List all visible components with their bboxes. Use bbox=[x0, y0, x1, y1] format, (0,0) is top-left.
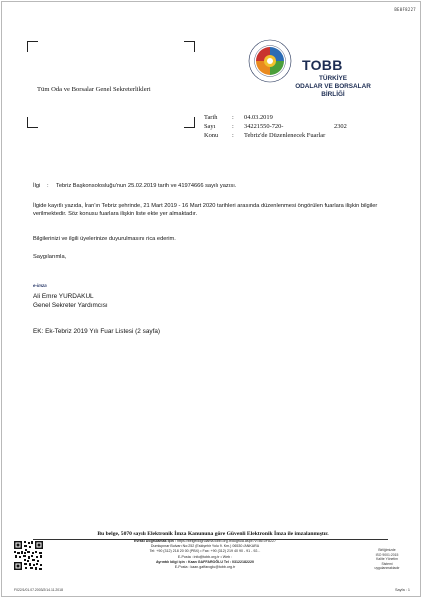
attachment-line: EK: Ek-Tebriz 2019 Yılı Fuar Listesi (2 sayfa) bbox=[33, 328, 161, 335]
cert-line-1: Birliğimizde bbox=[378, 548, 396, 552]
footer-title: Bu belge, 5070 sayılı Elektronik İmza Kanununa göre Güvenli Elektronik İmza ile imzalanmıştır. bbox=[97, 531, 329, 537]
reference-line bbox=[33, 182, 393, 190]
reference-separator: : bbox=[47, 183, 49, 189]
footer-info bbox=[90, 539, 320, 570]
document-id: BE0F8227 bbox=[394, 7, 416, 12]
corner-mark-bottom-left bbox=[27, 117, 38, 128]
meta-date-label: Tarih bbox=[204, 114, 218, 121]
cert-line-3: Kalite Yönetim bbox=[376, 557, 398, 562]
footer-address: Dumlupınar Bulvarı No:252 (Eskişehir Yolu 9. Km.) 06530 /ANKARA bbox=[150, 544, 260, 549]
meta-separator: : bbox=[232, 132, 234, 139]
meta-separator: : bbox=[232, 123, 234, 130]
meta-separator: : bbox=[232, 114, 234, 121]
footer-contact-email[interactable]: E-Posta : kaan.gaffaroglu@tobb.org.tr bbox=[174, 565, 236, 570]
tobb-logo bbox=[247, 38, 293, 84]
qr-code-icon bbox=[13, 540, 44, 571]
logo-subtitle-line-2: ODALAR VE BORSALAR bbox=[295, 83, 371, 90]
reference-label: İlgi bbox=[33, 183, 41, 189]
meta-block bbox=[204, 113, 394, 143]
form-code: F022/1/01.07.2003/2/14.11.2018 bbox=[14, 588, 63, 592]
meta-date-row bbox=[204, 113, 394, 122]
footer-phone: Tel: +90 (312) 218 20 00 (PBX) • Fax: +90 (312) 219 40 90 - 91 - 92... bbox=[149, 549, 261, 554]
meta-number-value: 34221550-720- bbox=[244, 123, 284, 130]
cert-line-4: Sistemi bbox=[381, 561, 393, 566]
iso-certificate-note bbox=[365, 548, 409, 571]
closing: Saygılarımla, bbox=[33, 254, 67, 260]
footer-verify-label: Evrakı Doğrulamak İçin : bbox=[134, 539, 176, 543]
recipient: Tüm Oda ve Borsalar Genel Sekreterlikleri bbox=[37, 86, 151, 93]
footer-email-web[interactable]: E-Posta : info@tobb.org.tr • Web : bbox=[177, 554, 233, 559]
tobb-emblem-icon bbox=[247, 38, 293, 84]
meta-number-label: Sayı bbox=[204, 123, 216, 130]
meta-subject-label: Konu bbox=[204, 132, 219, 139]
signer-name: Ali Emre YURDAKUL bbox=[33, 293, 94, 300]
logo-subtitle-line-3: BİRLİĞİ bbox=[321, 91, 345, 98]
corner-mark-top-right bbox=[184, 41, 195, 52]
e-signature-mark: e-imza bbox=[33, 283, 47, 288]
corner-mark-top-left bbox=[27, 41, 38, 52]
meta-number-row bbox=[204, 122, 394, 131]
cert-line-2: ISO 9001:2015 bbox=[375, 552, 399, 557]
signer-title: Genel Sekreter Yardımcısı bbox=[33, 302, 108, 309]
qr-code-graphic bbox=[13, 540, 44, 571]
logo-subtitle-line-1: TÜRKİYE bbox=[318, 75, 348, 82]
meta-date-value: 04.03.2019 bbox=[244, 114, 273, 121]
logo-title: TOBB bbox=[302, 57, 343, 73]
meta-subject-row bbox=[204, 131, 394, 140]
corner-mark-bottom-right bbox=[184, 117, 195, 128]
page-number: Sayfa : 1 bbox=[395, 588, 410, 592]
footer-verify-url[interactable]: https://belgedogrulama.tobb.org.tr/dogrula.aspx?V=BE0F8227 bbox=[176, 539, 276, 543]
footer-contact-info: Ayrıntılı bilgi için : Kaan GAFFAROĞLU Tel : 03122182220 bbox=[155, 559, 255, 564]
paragraph-2: Bilgilerinizi ve ilgili üyelerinize duyurulmasını rica ederim. bbox=[33, 236, 176, 242]
meta-subject-value: Tebriz'de Düzenlenecek Fuarlar bbox=[244, 132, 326, 139]
cert-line-5: uygulanmaktadır bbox=[374, 566, 400, 571]
paragraph-1: İlgide kayıtlı yazıda, İran'ın Tebriz şehrinde, 21 Mart 2019 - 16 Mart 2020 tarihleri arasında düzenlenmesi öngörülen fuarlara ilişkin bilgiler verilmektedir. Söz konusu fuarlara ilişkin liste ekte yer almaktadır. bbox=[33, 203, 378, 218]
reference-text: Tebriz Başkonsolosluğu'nun 25.02.2019 tarih ve 41974666 sayılı yazısı. bbox=[56, 183, 237, 189]
meta-number-suffix: 2302 bbox=[334, 123, 347, 130]
